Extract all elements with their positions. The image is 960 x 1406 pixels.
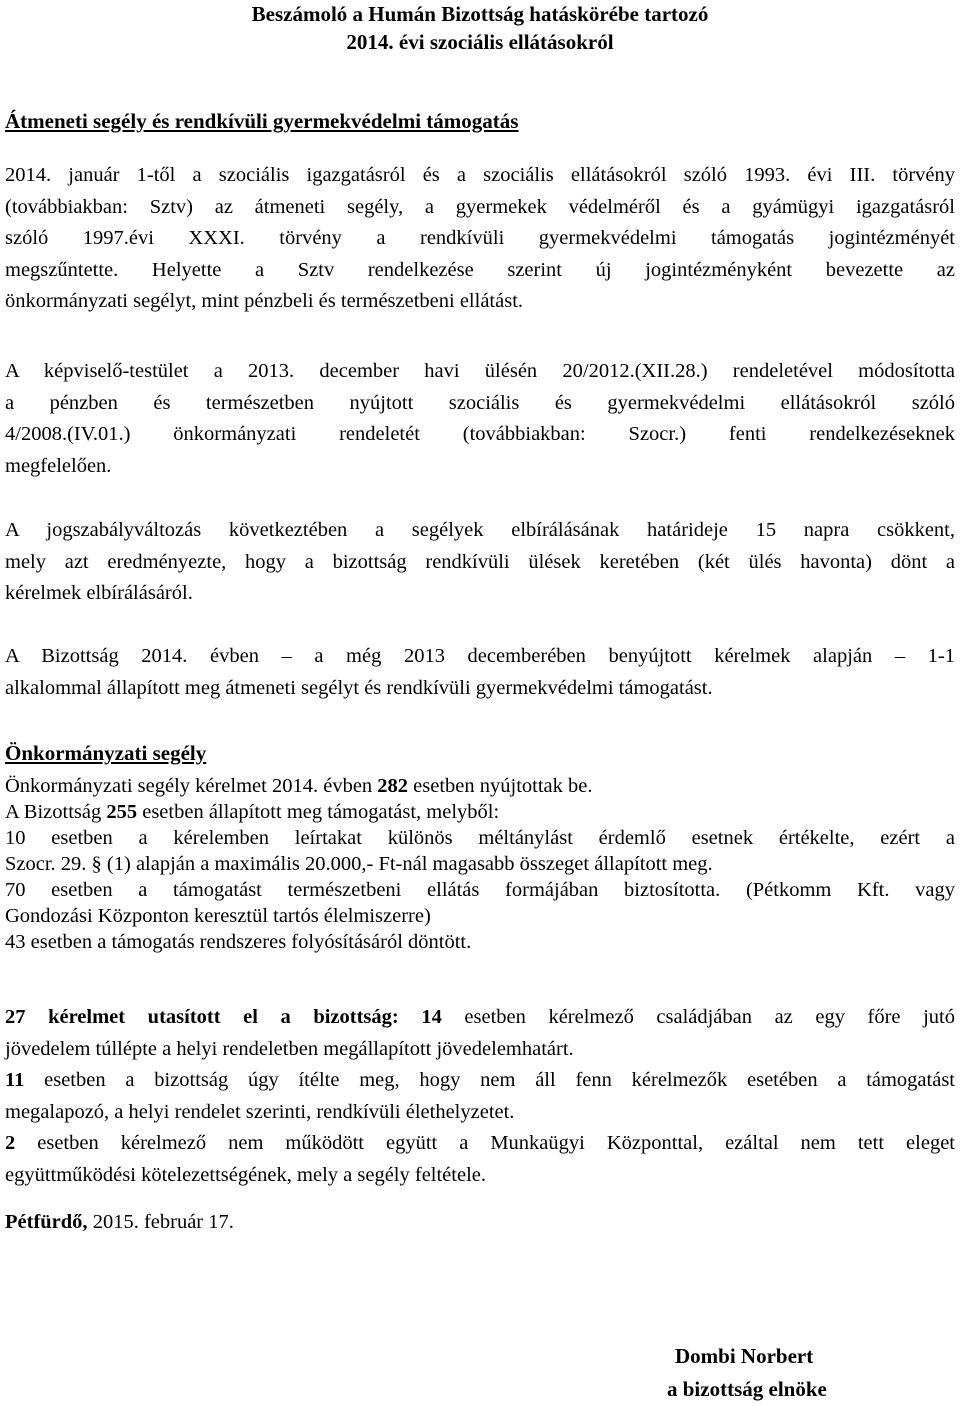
rejections-line <box>5 1002 955 1034</box>
paragraph-line: A Bizottság 2014. évben – a még 2013 decemberében benyújtott kérelmek alapján – 1-1 <box>5 645 955 667</box>
rejection-count: 11 <box>5 1069 25 1091</box>
document-title <box>5 0 955 56</box>
paragraph-line: megfelelően. <box>5 454 112 477</box>
paragraph-line: mely azt eredményezte, hogy a bizottság rendkívüli ülések keretében (két ülés havonta) dönt a <box>5 550 955 573</box>
signer-title: a bizottság elnöke <box>667 1377 827 1401</box>
aid-requests-line <box>5 773 955 799</box>
title-line-1: Beszámoló a Humán Bizottság hatáskörébe tartozó <box>251 2 709 26</box>
paragraph-line: szóló 1997.évi XXXI. törvény a rendkívüli gyermekvédelmi támogatás jogintézményét <box>5 227 955 249</box>
municipal-aid-block <box>5 773 955 955</box>
rejection-count: 2 <box>5 1132 16 1154</box>
requests-count: 282 <box>377 775 409 797</box>
paragraph-line: kérelmek elbírálásáról. <box>5 582 193 604</box>
section-heading-temporary-aid: Átmeneti segély és rendkívüli gyermekvédelmi támogatás <box>5 109 519 133</box>
aid-inkind-line-2: Gondozási Központon keresztül tartós élelmiszerre) <box>5 905 431 927</box>
signer-name: Dombi Norbert <box>675 1344 814 1368</box>
rejections-line-5 <box>5 1128 955 1160</box>
aid-special-line-2: Szocr. 29. § (1) alapján a maximális 20.000,- Ft-nál magasabb összeget állapított meg. <box>5 853 713 875</box>
paragraph-council-decree <box>5 356 955 482</box>
signature-block <box>667 1340 827 1406</box>
paragraph-line: 2014. január 1-től a szociális igazgatásról és a szociális ellátásokról szóló 1993. évi III. törvény <box>5 164 955 186</box>
aid-regular-line: 43 esetben a támogatás rendszeres folyósításáról döntött. <box>5 931 472 953</box>
approved-count: 255 <box>106 801 138 823</box>
text-run: esetben kérelmező családjában az egy főre jutó <box>441 1006 956 1028</box>
aid-special-line: 10 esetben a kérelemben leírtakat különös méltánylást érdemlő esetnek értékelte, ezért a <box>5 827 955 849</box>
paragraph-line: A jogszabályváltozás következtében a segélyek elbírálásának határideje 15 napra csökkent, <box>5 519 955 541</box>
title-line-2: 2014. évi szociális ellátásokról <box>346 30 614 54</box>
rejections-block <box>5 1002 955 1191</box>
rejections-line-4: megalapozó, a helyi rendelet szerinti, rendkívüli élethelyzetet. <box>5 1100 515 1123</box>
rejections-line-3 <box>5 1065 955 1097</box>
paragraph-law-change <box>5 160 955 318</box>
paragraph-line: megszűntette. Helyette a Sztv rendelkezése szerint új jogintézményként bevezette az <box>5 258 955 281</box>
paragraph-line: 4/2008.(IV.01.) önkormányzati rendeletét (továbbiakban: Szocr.) fenti rendelkezéseknek <box>5 423 955 445</box>
rejections-line-6: együttműködési kötelezettségének, mely a segély feltétele. <box>5 1163 486 1186</box>
text-run: Önkormányzati segély kérelmet 2014. évben <box>5 775 378 797</box>
date: 2015. február 17. <box>87 1211 234 1233</box>
paragraph-line: (továbbiakban: Sztv) az átmeneti segély, a gyermekek védelméről és a gyámügyi igazgatásról <box>5 195 955 218</box>
text-run: esetben kérelmező nem működött együtt a Munkaügyi Központtal, ezáltal nem tett eleget <box>15 1132 955 1154</box>
paragraph-line: A képviselő-testület a 2013. december havi ülésén 20/2012.(XII.28.) rendeletével módosította <box>5 360 955 382</box>
aid-inkind-line: 70 esetben a támogatást természetbeni ellátás formájában biztosította. (Pétkomm Kft. vagy <box>5 879 955 901</box>
rejections-count: 27 kérelmet utasított el a bizottság: 14 <box>5 1006 442 1028</box>
rejections-line-2: jövedelem túllépte a helyi rendeletben megállapított jövedelemhatárt. <box>5 1037 574 1060</box>
text-run: esetben állapított meg támogatást, melyből: <box>137 801 500 823</box>
paragraph-line: a pénzben és természetben nyújtott szociális és gyermekvédelmi ellátásokról szóló <box>5 391 955 414</box>
section-heading-municipal-aid: Önkormányzati segély <box>5 741 207 765</box>
paragraph-line: alkalommal állapított meg átmeneti segélyt és rendkívüli gyermekvédelmi támogatást. <box>5 676 713 699</box>
text-run: A Bizottság <box>5 801 107 823</box>
aid-approved-line <box>5 799 955 825</box>
text-run: esetben a bizottság úgy ítélte meg, hogy nem áll fenn kérelmezők esetében a támogatást <box>24 1069 955 1091</box>
paragraph-deadline-change <box>5 515 955 610</box>
text-run: esetben nyújtottak be. <box>408 775 593 797</box>
place-date-line <box>5 1209 955 1235</box>
place: Pétfürdő, <box>5 1211 88 1233</box>
paragraph-committee-2014 <box>5 641 955 704</box>
paragraph-line: önkormányzati segélyt, mint pénzbeli és természetbeni ellátást. <box>5 290 524 312</box>
